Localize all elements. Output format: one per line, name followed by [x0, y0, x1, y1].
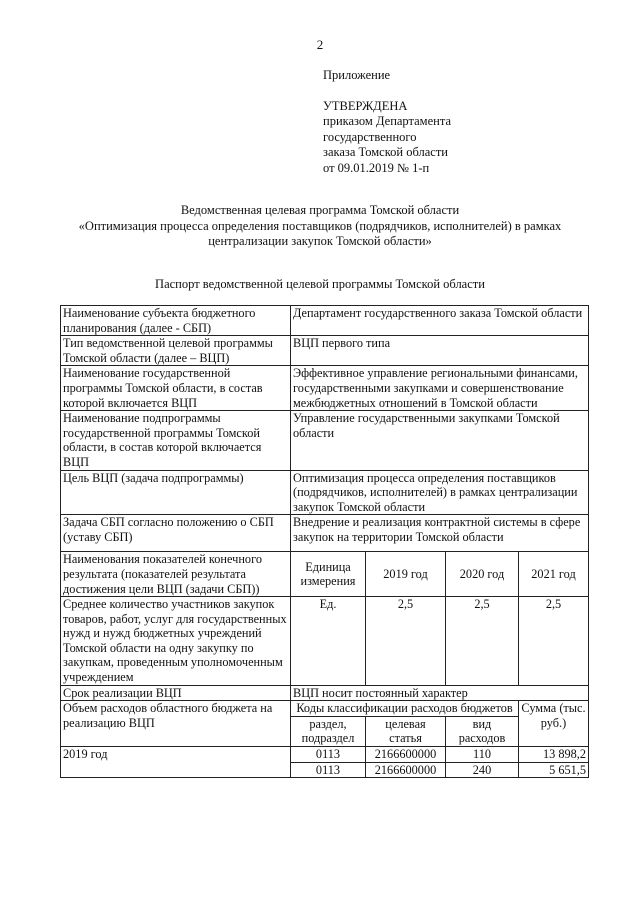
passport-title: Паспорт ведомственной целевой программы Томской области	[155, 277, 485, 291]
program-title-line: «Оптимизация процесса определения поставщиков (подрядчиков, исполнителей) в рамках	[78, 218, 562, 233]
program-title	[60, 203, 580, 250]
approval-line: заказа Томской области	[323, 145, 448, 159]
expense-target: 2166600000	[366, 762, 446, 778]
appendix-label: Приложение	[323, 68, 391, 82]
indicators-header-label: Наименования показателей конечного результата (показателей результата достижения цели ВЦП (задачи СБП))	[61, 552, 291, 597]
indicator-label: Среднее количество участников закупок товаров, работ, услуг для государственных нужд и нужд бюджетных учреждений Томской области на одну закупку по закупкам, проведенным уполномоченным учреждением	[61, 597, 291, 686]
expense-section: 0113	[291, 762, 366, 778]
row-label: Срок реализации ВЦП	[61, 685, 291, 701]
table-row	[61, 470, 589, 515]
year-header: 2020 год	[446, 552, 519, 597]
approval-line: приказом Департамента	[323, 114, 451, 128]
approval-line: государственного	[323, 129, 417, 144]
kind-header: вид расходов	[446, 716, 519, 746]
row-label: Тип ведомственной целевой программы Томской области (далее – ВЦП)	[61, 336, 291, 366]
row-value: Внедрение и реализация контрактной системы в сфере закупок на территории Томской области	[291, 515, 589, 552]
expenses-header-row	[61, 701, 589, 717]
row-value: ВЦП носит постоянный характер	[291, 685, 589, 701]
row-value: Управление государственными закупками Томской области	[291, 411, 589, 470]
indicators-header-row	[61, 552, 589, 597]
approved-heading: УТВЕРЖДЕНА	[323, 98, 408, 113]
expense-kind: 240	[446, 762, 519, 778]
year-header: 2019 год	[366, 552, 446, 597]
indicator-value: 2,5	[446, 597, 519, 686]
expense-kind: 110	[446, 747, 519, 763]
target-header: целевая статья	[366, 716, 446, 746]
section-header: раздел, подраздел	[291, 716, 366, 746]
table-row	[61, 411, 589, 470]
row-value: ВЦП первого типа	[291, 336, 589, 366]
year-header: 2021 год	[519, 552, 589, 597]
row-label: Наименование государственной программы Томской области, в состав которой включается ВЦП	[61, 366, 291, 411]
approval-block	[323, 68, 451, 176]
table-row	[61, 515, 589, 552]
row-label: Наименование субъекта бюджетного планирования (далее - СБП)	[61, 306, 291, 336]
expenses-label: Объем расходов областного бюджета на реализацию ВЦП	[61, 701, 291, 747]
expense-sum: 13 898,2	[519, 747, 589, 763]
indicator-value: 2,5	[366, 597, 446, 686]
indicator-value: 2,5	[519, 597, 589, 686]
row-label: Задача СБП согласно положению о СБП (уставу СБП)	[61, 515, 291, 552]
expense-target: 2166600000	[366, 747, 446, 763]
program-title-line: Ведомственная целевая программа Томской области	[180, 203, 460, 217]
row-value: Департамент государственного заказа Томской области	[291, 306, 589, 336]
table-row	[61, 685, 589, 701]
row-label: Цель ВЦП (задача подпрограммы)	[61, 470, 291, 515]
indicator-unit: Ед.	[291, 597, 366, 686]
table-row	[61, 306, 589, 336]
expense-row	[61, 747, 589, 763]
sum-header: Сумма (тыс. руб.)	[519, 701, 589, 747]
unit-header: Единица измерения	[291, 552, 366, 597]
expense-year: 2019 год	[61, 747, 291, 778]
approval-date: от 09.01.2019 № 1-п	[323, 160, 430, 175]
page-number: 2	[316, 37, 324, 52]
expense-sum: 5 651,5	[519, 762, 589, 778]
table-row	[61, 366, 589, 411]
table-row	[61, 336, 589, 366]
passport-table	[60, 305, 589, 778]
expense-section: 0113	[291, 747, 366, 763]
row-value: Оптимизация процесса определения поставщиков (подрядчиков, исполнителей) в рамках централизации закупок Томской области	[291, 470, 589, 515]
row-value: Эффективное управление региональными финансами, государственными закупками и совершенствование межбюджетных отношений в Томской области	[291, 366, 589, 411]
row-label: Наименование подпрограммы государственной программы Томской области, в состав которой включается ВЦП	[61, 411, 291, 470]
program-title-line: централизации закупок Томской области»	[208, 234, 432, 248]
indicator-row	[61, 597, 589, 686]
codes-header: Коды классификации расходов бюджетов	[291, 701, 519, 717]
